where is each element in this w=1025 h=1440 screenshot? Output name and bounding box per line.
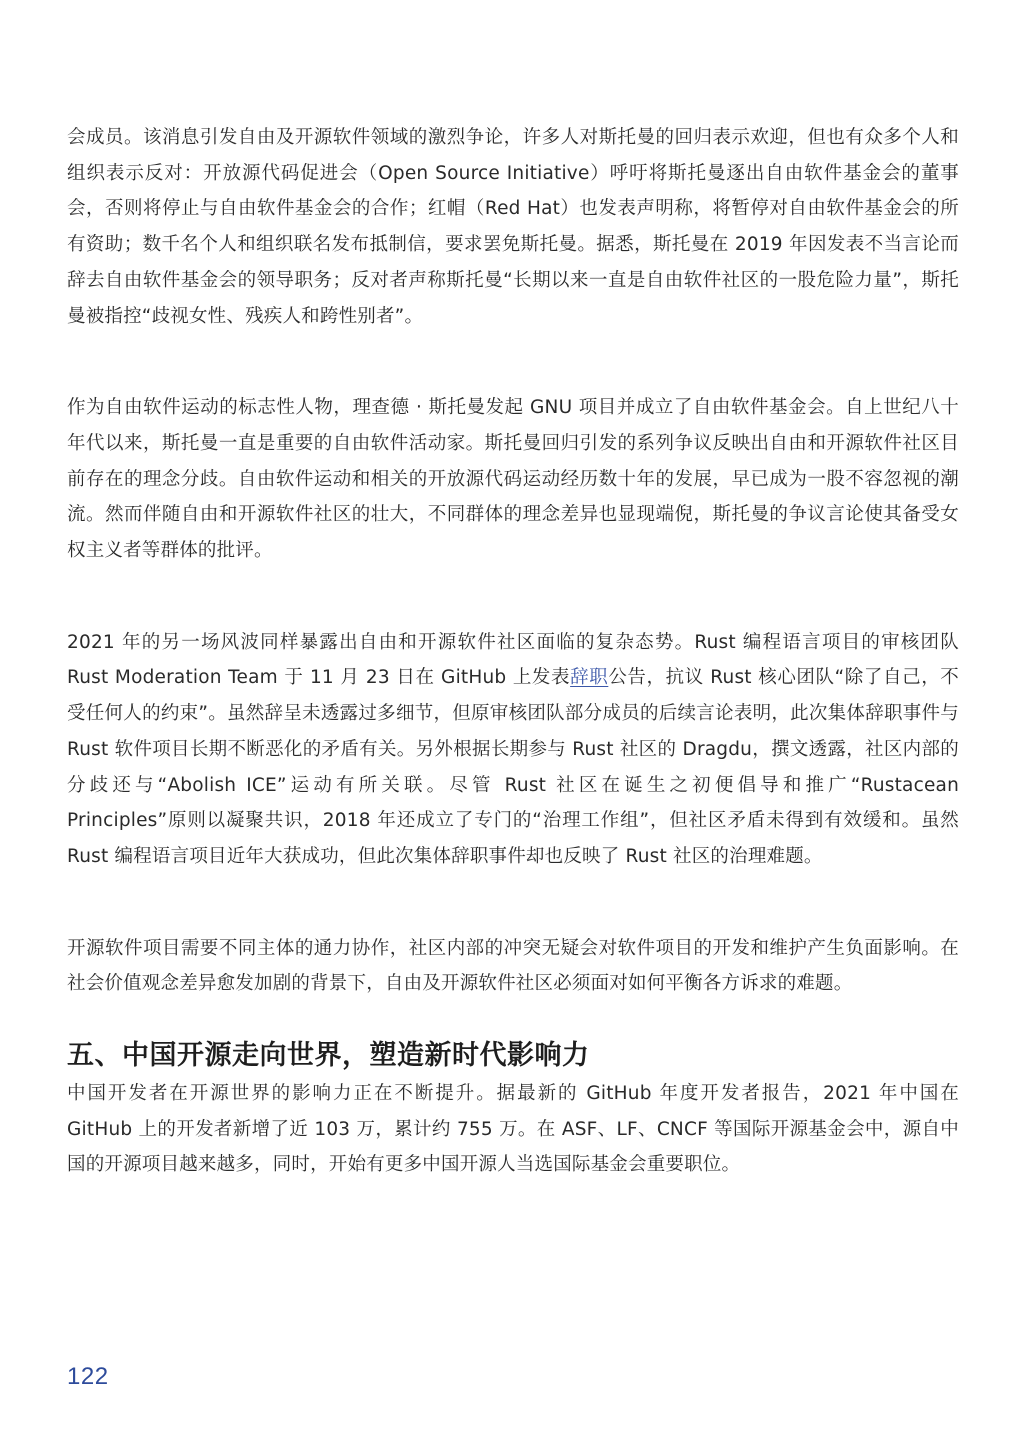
rust-paragraph-text-end: 公告，抗议 Rust 核心团队“除了自己，不受任何人的约束”。虽然辞呈未透露过多细节，但原审核团队部分成员的后续言论表明，此次集体辞职事件与 Rust 软件项目长期不断恶化的矛盾有关。另外根据长期参与 Rust 社区的 Dragdu，撰文透露，社区内部的分歧还与“Abolish ICE”运动有所关联。尽管 Rust 社区在诞生之初便倡导和推广“Rustacean Principles”原则以凝聚共识，2018 年还成立了专门的“治理工作组”，但社区矛盾未得到有效缓和。虽然 Rust 编程语言项目近年大获成功，但此次集体辞职事件却也反映了 Rust 社区的治理难题。 xyxy=(67,667,959,867)
resignation-link[interactable]: 辞职 xyxy=(570,667,609,689)
section-heading-china-open-source: 五、中国开源走向世界，塑造新时代影响力 xyxy=(67,1040,590,1072)
page-number: 122 xyxy=(67,1363,109,1390)
paragraph-china-open-source-influence: 中国开发者在开源世界的影响力正在不断提升。据最新的 GitHub 年度开发者报告，2021 年中国在 GitHub 上的开发者新增了近 103 万，累计约 755 万。在 ASF、LF、CNCF 等国际开源基金会中，源自中国的开源项目越来越多，同时，开始有更多中国开源人当选国际基金会重要职位。 xyxy=(67,1083,959,1176)
paragraph-stallman-background: 作为自由软件运动的标志性人物，理查德 · 斯托曼发起 GNU 项目并成立了自由软件基金会。自上世纪八十年代以来，斯托曼一直是重要的自由软件活动家。斯托曼回归引发的系列争议反映出自由和开源软件社区目前存在的理念分歧。自由软件运动和相关的开放源代码运动经历数十年的发展，早已成为一股不容忽视的潮流。然而伴随自由和开源软件社区的壮大，不同群体的理念差异也显现端倪，斯托曼的争议言论使其备受女权主义者等群体的批评。 xyxy=(67,397,959,562)
paragraph-community-conflict-impact: 开源软件项目需要不同主体的通力协作，社区内部的冲突无疑会对软件项目的开发和维护产生负面影响。在社会价值观念差异愈发加剧的背景下，自由及开源软件社区必须面对如何平衡各方诉求的难题。 xyxy=(67,937,959,995)
paragraph-rust-moderation-resignation xyxy=(67,625,959,875)
paragraph-stallman-return-controversy: 会成员。该消息引发自由及开源软件领域的激烈争论，许多人对斯托曼的回归表示欢迎，但也有众多个人和组织表示反对：开放源代码促进会（Open Source Initiative）呼吁将斯托曼逐出自由软件基金会的董事会，否则将停止与自由软件基金会的合作；红帽（Red Hat）也发表声明称，将暂停对自由软件基金会的所有资助；数千名个人和组织联名发布抵制信，要求罢免斯托曼。据悉，斯托曼在 2019 年因发表不当言论而辞去自由软件基金会的领导职务；反对者声称斯托曼“长期以来一直是自由软件社区的一股危险力量”，斯托曼被指控“歧视女性、残疾人和跨性别者”。 xyxy=(67,127,959,327)
rust-paragraph-text-start: 2021 年的另一场风波同样暴露出自由和开源软件社区面临的复杂态势。Rust 编程语言项目的审核团队 Rust Moderation Team 于 11 月 23 日在 GitHub 上发表 xyxy=(67,631,959,689)
document-page xyxy=(67,120,959,1183)
